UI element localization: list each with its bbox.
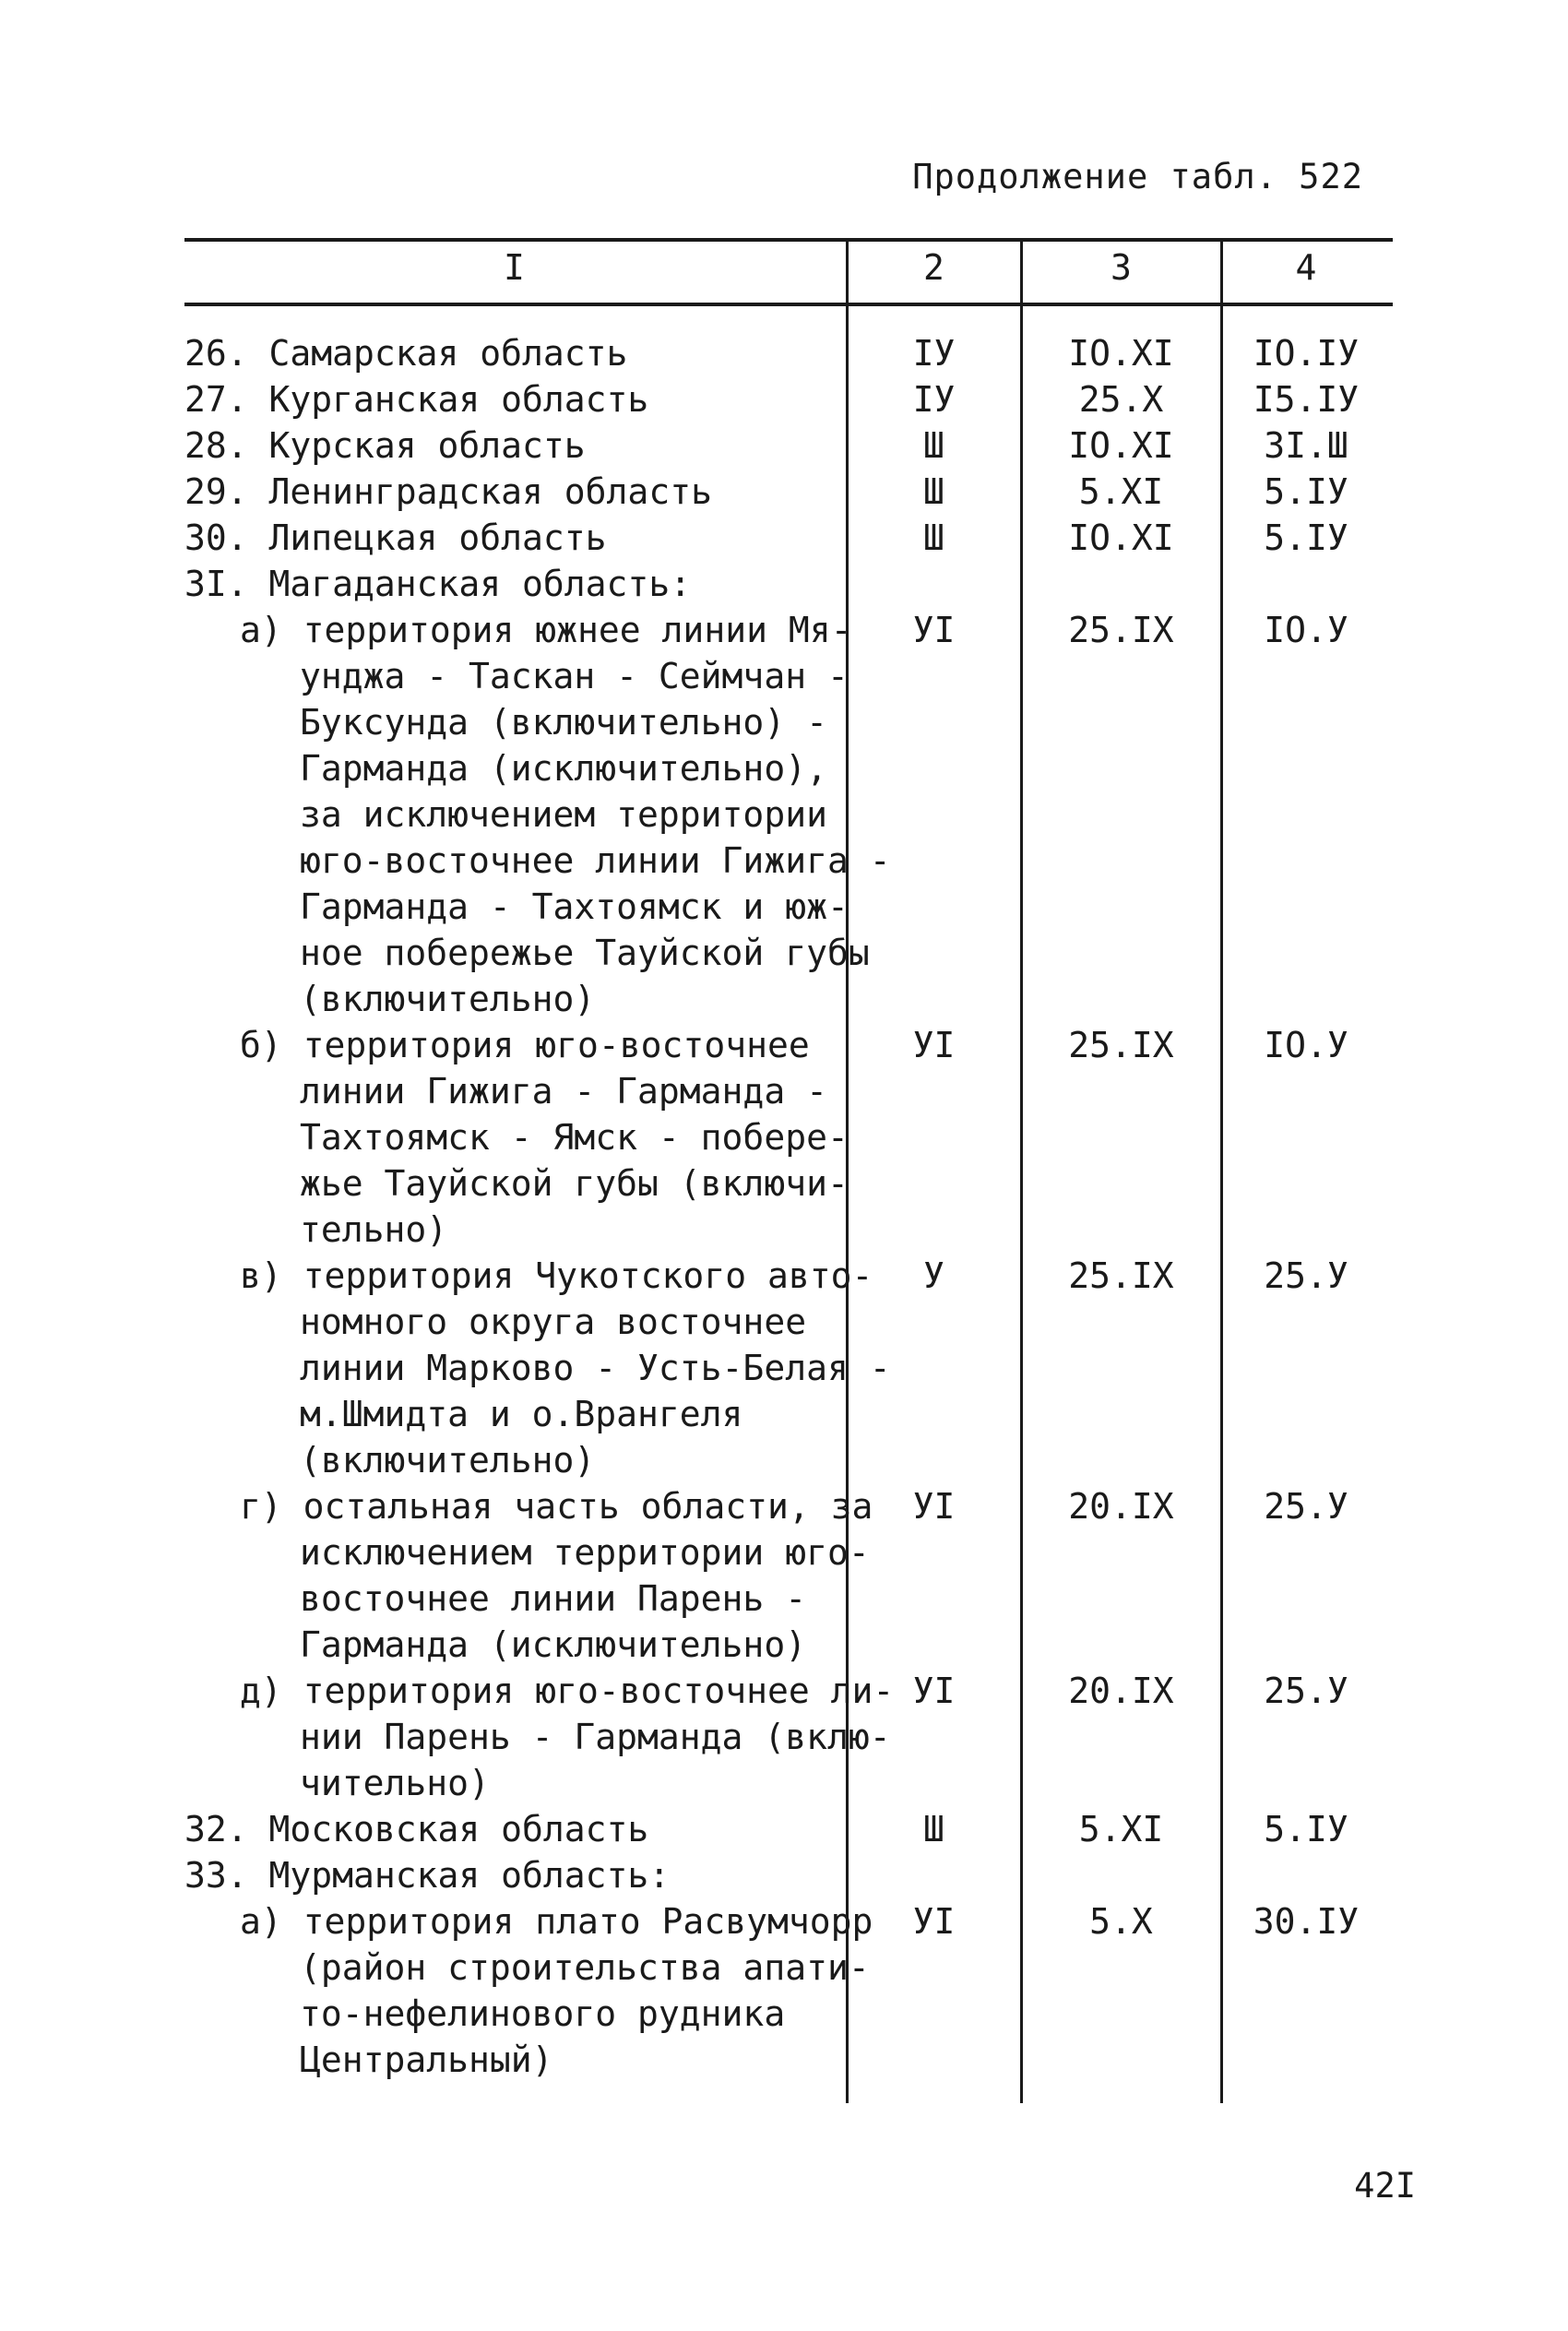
row-text-line: Тахтоямск - Ямск - побере- <box>300 1117 849 1158</box>
row-text-line: линии Марково - Усть-Белая - <box>300 1348 891 1388</box>
row-text-line: 27. Курганская область <box>184 379 649 420</box>
row-text-line: номного округа восточнее <box>300 1302 807 1342</box>
col-2-value: Ш <box>923 1809 944 1849</box>
col-2-value: УI <box>912 1025 956 1065</box>
row-text-line: 28. Курская область <box>184 425 586 466</box>
col-3-value: 5.X <box>1089 1901 1153 1942</box>
col-2-value: IУ <box>912 333 956 374</box>
row-text-line: 30. Липецкая область <box>184 517 607 558</box>
page-number: 42I <box>1354 2166 1416 2206</box>
row-text-line: унджа - Таскан - Сеймчан - <box>300 656 849 696</box>
header-col-3: 3 <box>1111 247 1132 288</box>
row-text-line: Буксунда (включительно) - <box>300 702 827 743</box>
row-text-line: (включительно) <box>300 1440 596 1481</box>
row-text-line: то-нефелинового рудника <box>300 1993 786 2034</box>
row-text-line: линии Гижига - Гарманда - <box>300 1071 827 1112</box>
col-4-value: 5.IУ <box>1264 1809 1348 1849</box>
row-text-line: Гарманда (исключительно), <box>300 748 827 789</box>
row-text-line: жье Тауйской губы (включи- <box>300 1163 849 1204</box>
row-text-line: восточнее линии Парень - <box>300 1578 807 1619</box>
col-3-value: 20.IX <box>1068 1671 1174 1711</box>
col-3-value: 20.IX <box>1068 1486 1174 1527</box>
col-4-value: 30.IУ <box>1253 1901 1360 1942</box>
col-3-value: 25.X <box>1078 379 1164 420</box>
col-4-value: 25.У <box>1264 1671 1348 1711</box>
row-text-line: Гарманда - Тахтоямск и юж- <box>300 886 849 927</box>
col-4-value: 25.У <box>1264 1486 1348 1527</box>
col-4-value: I5.IУ <box>1253 379 1360 420</box>
row-text-line: чительно) <box>300 1763 490 1803</box>
table-top-rule <box>184 238 1393 242</box>
row-text-line: исключением территории юго- <box>300 1532 870 1573</box>
row-text-line: б) территория юго-восточнее <box>240 1025 810 1065</box>
col-2-value: Ш <box>923 471 944 512</box>
col-3-value: 5.XI <box>1078 471 1164 512</box>
header-col-2: 2 <box>923 247 944 288</box>
col-4-value: 25.У <box>1264 1255 1348 1296</box>
row-text-line: 3I. Магаданская область: <box>184 564 692 604</box>
row-text-line: а) территория плато Расвумчорр <box>240 1901 873 1942</box>
row-text-line: нии Парень - Гарманда (вклю- <box>300 1717 891 1757</box>
col-2-value: УI <box>912 1901 956 1942</box>
row-text-line: ное побережье Тауйской губы <box>300 933 870 973</box>
row-text-line: (район строительства апати- <box>300 1947 870 1988</box>
table-header-rule <box>184 303 1393 306</box>
row-text-line: а) территория южнее линии Мя- <box>240 610 852 650</box>
col-2-value: У <box>923 1255 944 1296</box>
row-text-line: 29. Ленинградская область <box>184 471 712 512</box>
row-text-line: д) территория юго-восточнее ли- <box>240 1671 895 1711</box>
row-text-line: в) территория Чукотского авто- <box>240 1255 873 1296</box>
row-text-line: 26. Самарская область <box>184 333 628 374</box>
col-2-value: УI <box>912 610 956 650</box>
row-text-line: г) остальная часть области, за <box>240 1486 873 1527</box>
col-2-value: УI <box>912 1671 956 1711</box>
col-4-value: IO.IУ <box>1253 333 1360 374</box>
col-3-value: IO.XI <box>1068 425 1174 466</box>
col-4-value: IO.У <box>1264 1025 1348 1065</box>
row-text-line: м.Шмидта и о.Врангеля <box>300 1394 743 1434</box>
col-4-value: 5.IУ <box>1264 517 1348 558</box>
row-text-line: юго-восточнее линии Гижига - <box>300 840 891 881</box>
header-col-1: I <box>504 247 525 288</box>
header-col-4: 4 <box>1295 247 1317 288</box>
col-2-value: Ш <box>923 517 944 558</box>
col-4-value: 3I.Ш <box>1264 425 1348 466</box>
col-4-value: 5.IУ <box>1264 471 1348 512</box>
col-3-value: 25.IX <box>1068 1255 1174 1296</box>
col-2-value: Ш <box>923 425 944 466</box>
row-text-line: 33. Мурманская область: <box>184 1855 671 1896</box>
row-text-line: Гарманда (исключительно) <box>300 1624 807 1665</box>
row-text-line: 32. Московская область <box>184 1809 649 1849</box>
row-text-line: (включительно) <box>300 979 596 1019</box>
col-3-value: IO.XI <box>1068 517 1174 558</box>
row-text-line: за исключением территории <box>300 794 827 835</box>
col-3-value: IO.XI <box>1068 333 1174 374</box>
col-4-value: IO.У <box>1264 610 1348 650</box>
row-text-line: тельно) <box>300 1209 448 1250</box>
col-2-value: УI <box>912 1486 956 1527</box>
table-caption: Продолжение табл. 522 <box>912 157 1363 196</box>
col-3-value: 25.IX <box>1068 610 1174 650</box>
col-2-value: IУ <box>912 379 956 420</box>
row-text-line: Центральный) <box>300 2040 553 2080</box>
col-3-value: 25.IX <box>1068 1025 1174 1065</box>
col-3-value: 5.XI <box>1078 1809 1164 1849</box>
